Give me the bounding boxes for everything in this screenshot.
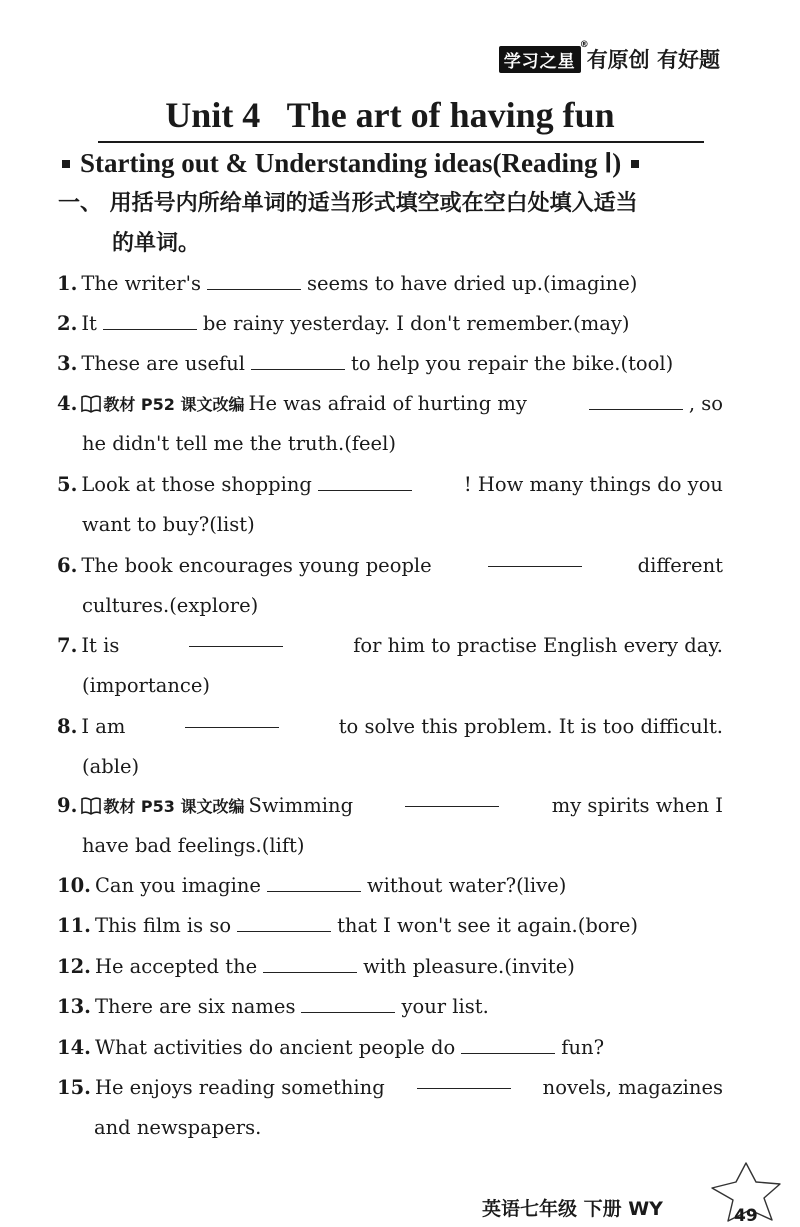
brand-logo: 学习之星 ® <box>499 46 581 73</box>
exercise-instruction <box>58 186 728 262</box>
answer-blank[interactable] <box>185 707 279 728</box>
question-15: 15. He enjoys reading something novels, magazines and newspapers. <box>57 1068 723 1148</box>
answer-blank[interactable] <box>589 390 683 411</box>
question-12: 12. He accepted the with pleasure.(invite) <box>57 947 723 987</box>
section-title <box>62 148 639 179</box>
answer-blank[interactable] <box>251 350 345 371</box>
section-title-text: Starting out & Understanding ideas(Reading Ⅰ) <box>80 148 622 178</box>
question-4: 4. 教材 P52 课文改编 He was afraid of hurting my , so he didn't tell me the truth.(feel) <box>57 384 723 464</box>
book-icon <box>81 395 101 413</box>
answer-blank[interactable] <box>417 1068 511 1089</box>
square-bullet-icon <box>631 160 639 168</box>
page-number: 49 <box>734 1206 758 1226</box>
instruction-line-1: 一、 用括号内所给单词的适当形式填空或在空白处填入适当 <box>58 191 638 216</box>
question-9: 9. 教材 P53 课文改编 Swimming my spirits when I have bad feelings.(lift) <box>57 786 723 866</box>
answer-blank[interactable] <box>461 1034 555 1055</box>
title-divider <box>98 141 704 143</box>
question-6: 6. The book encourages young people different cultures.(explore) <box>57 546 723 626</box>
answer-blank[interactable] <box>189 626 283 647</box>
answer-blank[interactable] <box>488 546 582 567</box>
question-1: 1. The writer's seems to have dried up.(imagine) <box>57 264 723 304</box>
brand-header <box>499 39 720 74</box>
answer-blank[interactable] <box>207 270 301 291</box>
question-2: 2. It be rainy yesterday. I don't remember.(may) <box>57 304 723 344</box>
question-11: 11. This film is so that I won't see it again.(bore) <box>57 906 723 946</box>
answer-blank[interactable] <box>301 993 395 1014</box>
book-icon <box>81 797 101 815</box>
answer-blank[interactable] <box>318 471 412 492</box>
answer-blank[interactable] <box>267 872 361 893</box>
page-title: Unit 4 The art of having fun <box>165 95 615 135</box>
brand-slogan: 有原创 有好题 <box>586 48 720 72</box>
question-3: 3. These are useful to help you repair the bike.(tool) <box>57 344 723 384</box>
question-14: 14. What activities do ancient people do fun? <box>57 1028 723 1068</box>
answer-blank[interactable] <box>405 786 499 807</box>
instruction-line-2: 的单词。 <box>112 231 201 256</box>
answer-blank[interactable] <box>263 953 357 974</box>
square-bullet-icon <box>62 160 70 168</box>
footer-book-info: 英语七年级 下册 WY <box>482 1198 663 1220</box>
question-5: 5. Look at those shopping ! How many things do you want to buy?(list) <box>57 465 723 545</box>
question-7: 7. It is for him to practise English every day. (importance) <box>57 626 723 706</box>
question-13: 13. There are six names your list. <box>57 987 723 1027</box>
answer-blank[interactable] <box>103 310 197 331</box>
answer-blank[interactable] <box>237 912 331 933</box>
question-8: 8. I am to solve this problem. It is too difficult. (able) <box>57 707 723 787</box>
question-10: 10. Can you imagine without water?(live) <box>57 866 723 906</box>
